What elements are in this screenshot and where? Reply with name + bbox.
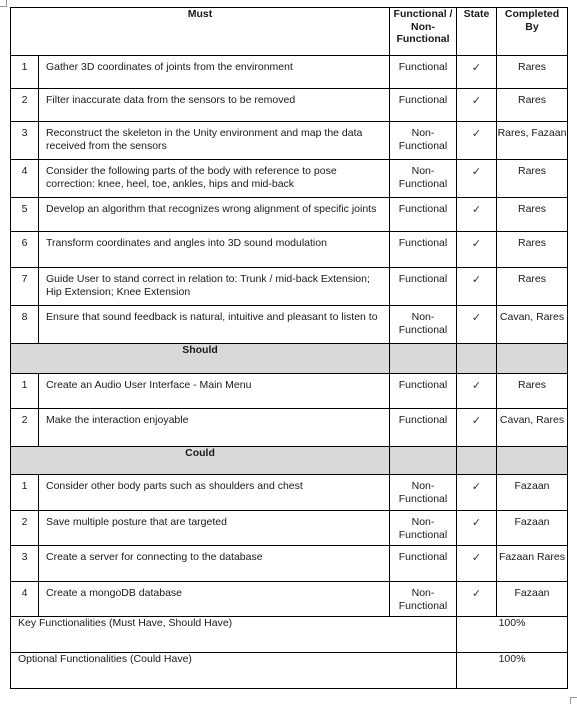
checkmark-icon: ✓ [457,198,497,232]
table-row [11,306,568,344]
section-header-could [11,447,568,475]
row-completed-by: Fazaan [497,582,568,617]
row-functional-type: Functional [390,56,457,89]
row-functional-type: Non-Functional [390,122,457,160]
row-functional-type: Non-Functional [390,582,457,617]
checkmark-icon: ✓ [457,582,497,617]
row-completed-by: Rares [497,160,568,198]
page-corner-mark-top-left [0,0,7,7]
table-row [11,56,568,89]
row-functional-type: Functional [390,546,457,582]
row-description: Develop an algorithm that recognizes wrong alignment of specific joints [39,198,390,232]
summary-label: Key Functionalities (Must Have, Should Have) [11,617,457,653]
checkmark-icon: ✓ [457,122,497,160]
row-functional-type: Functional [390,409,457,447]
row-number: 2 [11,409,39,447]
row-completed-by: Rares [497,268,568,306]
table-row [11,546,568,582]
row-number: 3 [11,122,39,160]
row-number: 2 [11,89,39,122]
row-description: Ensure that sound feedback is natural, intuitive and pleasant to listen to [39,306,390,344]
header-completed-by: Completed By [497,8,568,56]
section-spacer [390,344,457,374]
table-row [11,268,568,306]
row-completed-by: Cavan, Rares [497,306,568,344]
table-row [11,409,568,447]
table-row [11,374,568,409]
row-description: Gather 3D coordinates of joints from the environment [39,56,390,89]
checkmark-icon: ✓ [457,160,497,198]
row-completed-by: Fazaan Rares [497,546,568,582]
checkmark-icon: ✓ [457,511,497,546]
header-functional: Functional / Non-Functional [390,8,457,56]
table-row [11,198,568,232]
row-functional-type: Functional [390,89,457,122]
row-number: 5 [11,198,39,232]
row-description: Save multiple posture that are targeted [39,511,390,546]
row-number: 4 [11,582,39,617]
checkmark-icon: ✓ [457,546,497,582]
header-row [11,8,568,56]
row-functional-type: Functional [390,268,457,306]
row-functional-type: Functional [390,374,457,409]
row-description: Transform coordinates and angles into 3D sound modulation [39,232,390,268]
row-completed-by: Rares [497,374,568,409]
section-spacer [497,344,568,374]
section-header-should [11,344,568,374]
checkmark-icon: ✓ [457,268,497,306]
row-description: Create a server for connecting to the database [39,546,390,582]
section-title: Could [11,447,390,475]
checkmark-icon: ✓ [457,56,497,89]
row-number: 1 [11,56,39,89]
row-completed-by: Rares, Fazaan [497,122,568,160]
row-number: 2 [11,511,39,546]
table-row [11,582,568,617]
row-functional-type: Non-Functional [390,475,457,511]
table-row [11,122,568,160]
checkmark-icon: ✓ [457,89,497,122]
section-title: Should [11,344,390,374]
row-description: Consider the following parts of the body with reference to pose correction: knee, heel, toe, ankles, hips and mid-back [39,160,390,198]
summary-label: Optional Functionalities (Could Have) [11,653,457,689]
summary-percentage: 100% [457,617,568,653]
section-spacer [497,447,568,475]
checkmark-icon: ✓ [457,306,497,344]
row-completed-by: Rares [497,232,568,268]
row-number: 8 [11,306,39,344]
section-spacer [390,447,457,475]
row-number: 3 [11,546,39,582]
row-description: Reconstruct the skeleton in the Unity environment and map the data received from the sensors [39,122,390,160]
summary-percentage: 100% [457,653,568,689]
row-functional-type: Functional [390,198,457,232]
header-state: State [457,8,497,56]
row-completed-by: Cavan, Rares [497,409,568,447]
page-corner-mark-bottom-right [570,697,577,704]
table-row [11,511,568,546]
row-completed-by: Rares [497,56,568,89]
row-completed-by: Rares [497,89,568,122]
row-completed-by: Rares [497,198,568,232]
checkmark-icon: ✓ [457,409,497,447]
table-row [11,475,568,511]
row-description: Consider other body parts such as shoulders and chest [39,475,390,511]
requirements-table [10,7,568,689]
row-functional-type: Non-Functional [390,306,457,344]
row-functional-type: Non-Functional [390,511,457,546]
section-spacer [457,447,497,475]
row-completed-by: Fazaan [497,475,568,511]
row-number: 1 [11,374,39,409]
row-number: 6 [11,232,39,268]
row-description: Create a mongoDB database [39,582,390,617]
row-number: 1 [11,475,39,511]
checkmark-icon: ✓ [457,475,497,511]
row-description: Make the interaction enjoyable [39,409,390,447]
row-number: 7 [11,268,39,306]
row-functional-type: Functional [390,232,457,268]
row-description: Create an Audio User Interface - Main Menu [39,374,390,409]
row-completed-by: Fazaan [497,511,568,546]
row-description: Guide User to stand correct in relation to: Trunk / mid-back Extension; Hip Extension; Knee Extension [39,268,390,306]
section-spacer [457,344,497,374]
row-description: Filter inaccurate data from the sensors to be removed [39,89,390,122]
header-must: Must [11,8,390,56]
summary-row [11,617,568,653]
checkmark-icon: ✓ [457,232,497,268]
row-functional-type: Non-Functional [390,160,457,198]
checkmark-icon: ✓ [457,374,497,409]
summary-row [11,653,568,689]
row-number: 4 [11,160,39,198]
table-row [11,89,568,122]
table-row [11,160,568,198]
table-row [11,232,568,268]
